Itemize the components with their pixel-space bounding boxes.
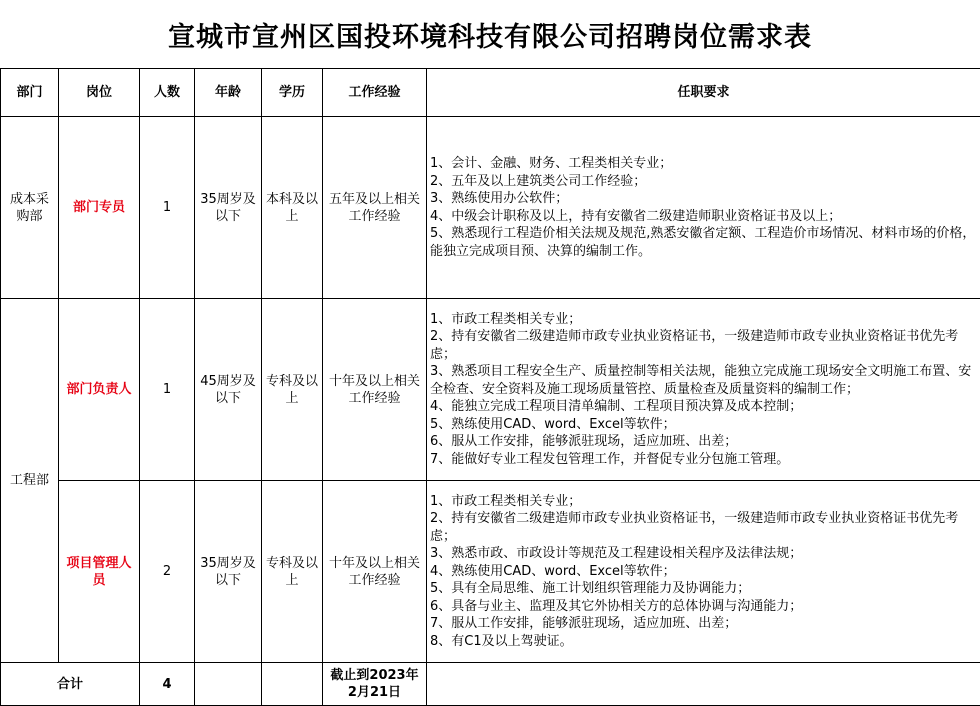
requirement-line: 6、服从工作安排，能够派驻现场，适应加班、出差； [430, 434, 738, 450]
requirement-line: 3、熟练使用办公软件； [430, 191, 569, 206]
requirements-cell [427, 117, 980, 299]
requirement-line: 7、能做好专业工程发包管理工作，并督促专业分包施工管理。 [430, 451, 790, 467]
age-cell: 45周岁及以下 [195, 299, 262, 481]
empty-cell [262, 663, 323, 706]
count-cell: 1 [140, 299, 195, 481]
table-row [1, 117, 980, 299]
header-position: 岗位 [59, 69, 140, 117]
requirement-line: 5、熟悉现行工程造价相关法规及规范,熟悉安徽省定额、工程造价市场情况、材料市场的价格，能独立完成项目预、决算的编制工作。 [430, 226, 976, 259]
age-cell: 35周岁及以下 [195, 481, 262, 663]
requirements-cell [427, 299, 980, 481]
header-experience: 工作经验 [323, 69, 427, 117]
requirement-line: 8、有C1及以上驾驶证。 [430, 633, 573, 649]
requirement-line: 3、熟悉市政、市政设计等规范及工程建设相关程序及法律法规； [430, 546, 803, 562]
dept-cell: 成本采购部 [1, 117, 59, 299]
total-count: 4 [140, 663, 195, 706]
requirement-line: 2、持有安徽省二级建造师市政专业执业资格证书，一级建造师市政专业执业资格证书优先考虑； [430, 329, 959, 362]
requirement-line: 1、会计、金融、财务、工程类相关专业； [430, 156, 673, 171]
header-age: 年龄 [195, 69, 262, 117]
header-count: 人数 [140, 69, 195, 117]
education-cell: 本科及以上 [262, 117, 323, 299]
recruitment-table [0, 68, 980, 706]
position-cell: 部门负责人 [59, 299, 140, 481]
requirement-line: 7、服从工作安排，能够派驻现场，适应加班、出差； [430, 616, 738, 632]
age-cell: 35周岁及以下 [195, 117, 262, 299]
requirement-line: 3、熟悉项目工程安全生产、质量控制等相关法规，能独立完成施工现场安全文明施工布置、安全检查、安全资料及施工现场质量管控、质量检查及质量资料的编制工作； [430, 364, 972, 397]
requirement-line: 4、能独立完成工程项目清单编制、工程项目预决算及成本控制； [430, 399, 803, 415]
requirement-line: 2、五年及以上建筑类公司工作经验； [430, 173, 647, 189]
requirement-line: 2、持有安徽省二级建造师市政专业执业资格证书，一级建造师市政专业执业资格证书优先考虑； [430, 511, 959, 544]
header-education: 学历 [262, 69, 323, 117]
requirement-line: 4、熟练使用CAD、word、Excel等软件； [430, 563, 676, 579]
requirement-line: 5、熟练使用CAD、word、Excel等软件； [430, 416, 676, 432]
experience-cell: 十年及以上相关工作经验 [323, 299, 427, 481]
total-row [1, 663, 980, 706]
count-cell: 2 [140, 481, 195, 663]
requirements-cell [427, 481, 980, 663]
table-row [1, 481, 980, 663]
requirement-line: 1、市政工程类相关专业； [430, 493, 582, 509]
empty-cell [427, 663, 980, 706]
empty-cell [195, 663, 262, 706]
experience-cell: 五年及以上相关工作经验 [323, 117, 427, 299]
total-label: 合计 [1, 663, 140, 706]
deadline-cell: 截止到2023年2月21日 [323, 663, 427, 706]
experience-cell: 十年及以上相关工作经验 [323, 481, 427, 663]
requirement-line: 5、具有全局思维、施工计划组织管理能力及协调能力； [430, 581, 751, 597]
count-cell: 1 [140, 117, 195, 299]
header-dept: 部门 [1, 69, 59, 117]
table-header-row [1, 69, 980, 117]
page-title: 宣城市宣州区国投环境科技有限公司招聘岗位需求表 [168, 21, 812, 53]
education-cell: 专科及以上 [262, 481, 323, 663]
position-cell: 部门专员 [59, 117, 140, 299]
dept-cell: 工程部 [1, 299, 59, 663]
table-row [1, 299, 980, 481]
education-cell: 专科及以上 [262, 299, 323, 481]
requirement-line: 1、市政工程类相关专业； [430, 311, 582, 327]
position-cell: 项目管理人员 [59, 481, 140, 663]
requirement-line: 6、具备与业主、监理及其它外协相关方的总体协调与沟通能力； [430, 598, 803, 614]
requirement-line: 4、中级会计职称及以上，持有安徽省二级建造师职业资格证书及以上； [430, 208, 842, 224]
header-requirements: 任职要求 [427, 69, 980, 117]
